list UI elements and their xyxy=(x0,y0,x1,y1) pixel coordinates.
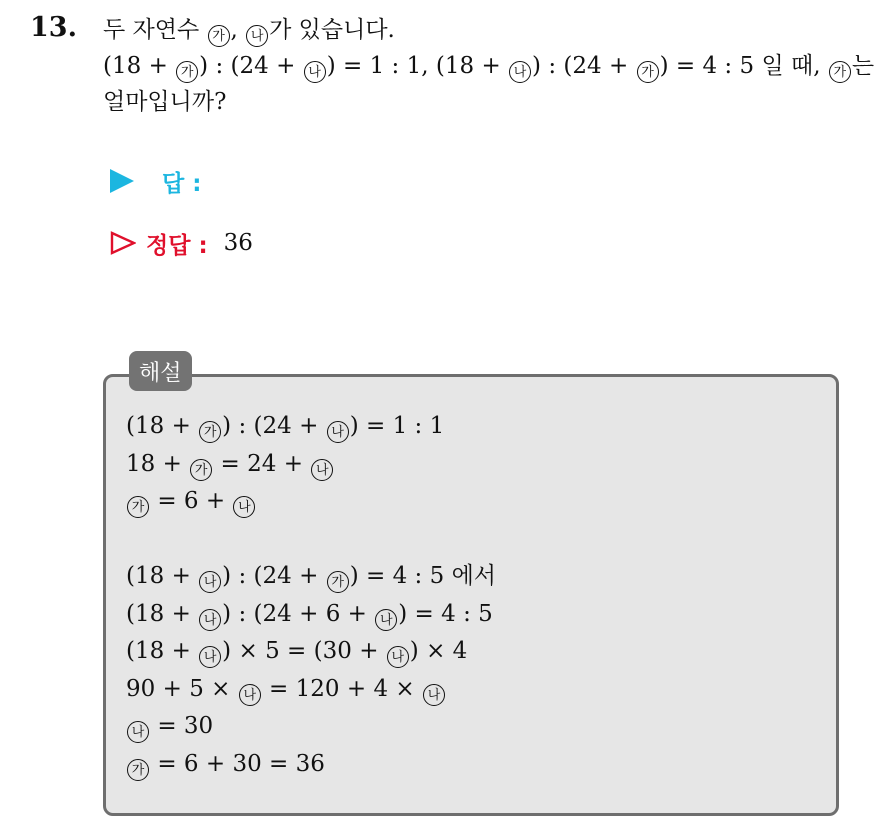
correct-answer-value: 36 xyxy=(223,230,253,256)
solution-line: 90 + 5 × 나 = 120 + 4 × 나 xyxy=(126,671,496,709)
circled-ga-symbol: 가 xyxy=(208,25,230,47)
circled-ga-symbol: 가 xyxy=(176,61,198,83)
circled-na-symbol: 나 xyxy=(239,684,261,706)
circled-na-symbol: 나 xyxy=(311,459,333,481)
circled-na-symbol: 나 xyxy=(327,421,349,443)
problem-number: 13. xyxy=(30,12,77,43)
circled-na-symbol: 나 xyxy=(375,609,397,631)
solution-line: 가 = 6 + 30 = 36 xyxy=(126,746,496,784)
play-triangle-icon xyxy=(110,169,134,193)
circled-na-symbol: 나 xyxy=(199,646,221,668)
correct-answer-row xyxy=(110,226,253,260)
solution-line: (18 + 나 ) : (24 + 6 + 나 ) = 4 : 5 xyxy=(126,596,496,634)
question-line: 두 자연수 가 , 나 가 있습니다. xyxy=(103,12,873,48)
circled-na-symbol: 나 xyxy=(387,646,409,668)
circled-ga-symbol: 가 xyxy=(327,571,349,593)
circled-na-symbol: 나 xyxy=(423,684,445,706)
question-line: 얼마입니까? xyxy=(103,89,227,115)
circled-ga-symbol: 가 xyxy=(829,61,851,83)
circled-na-symbol: 나 xyxy=(233,496,255,518)
circled-ga-symbol: 가 xyxy=(127,496,149,518)
solution-tag: 해설 xyxy=(129,351,192,391)
circled-ga-symbol: 가 xyxy=(199,421,221,443)
solution-line: (18 + 가 ) : (24 + 나 ) = 1 : 1 xyxy=(126,408,496,446)
solution-lines xyxy=(126,408,496,783)
circled-na-symbol: 나 xyxy=(509,61,531,83)
circled-na-symbol: 나 xyxy=(246,25,268,47)
solution-line: (18 + 나 ) × 5 = (30 + 나 ) × 4 xyxy=(126,633,496,671)
circled-ga-symbol: 가 xyxy=(637,61,659,83)
solution-gap xyxy=(126,521,496,559)
answer-label: 답 : xyxy=(162,170,202,197)
circled-na-symbol: 나 xyxy=(304,61,326,83)
solution-line: 18 + 가 = 24 + 나 xyxy=(126,446,496,484)
question-text xyxy=(103,12,873,120)
solution-line: 나 = 30 xyxy=(126,708,496,746)
question-line: (18 + 가 ) : (24 + 나 ) = 1 : 1, (18 + 나 ) : (24 + 가 ) = 4 : 5 일 때, 가 는 xyxy=(103,48,873,84)
solution-line: 가 = 6 + 나 xyxy=(126,483,496,521)
circled-na-symbol: 나 xyxy=(199,609,221,631)
circled-ga-symbol: 가 xyxy=(127,759,149,781)
answer-row xyxy=(110,164,201,198)
outline-triangle-icon xyxy=(110,231,136,255)
circled-na-symbol: 나 xyxy=(127,721,149,743)
circled-na-symbol: 나 xyxy=(199,571,221,593)
correct-answer-label: 정답 : xyxy=(146,232,208,259)
circled-ga-symbol: 가 xyxy=(190,459,212,481)
solution-line: (18 + 나 ) : (24 + 가 ) = 4 : 5 에서 xyxy=(126,558,496,596)
